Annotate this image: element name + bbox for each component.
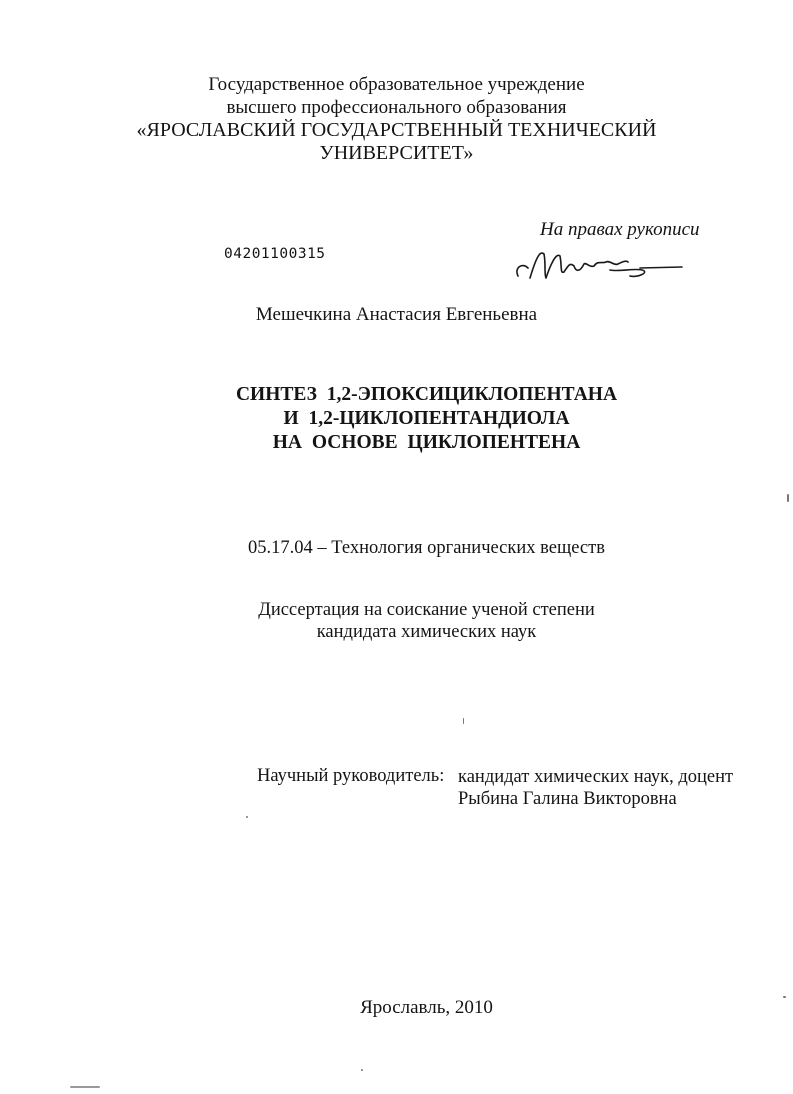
scan-speck — [361, 1069, 363, 1071]
author-name: Мешечкина Анастасия Евгеньевна — [255, 304, 538, 325]
institution-line-3: «ЯРОСЛАВСКИЙ ГОСУДАРСТВЕННЫЙ ТЕХНИЧЕСКИЙ — [136, 119, 657, 141]
scan-speck — [70, 1086, 100, 1088]
institution-line-2: высшего профессионального образования — [226, 97, 567, 118]
scan-speck — [783, 996, 786, 998]
manuscript-note: На правах рукописи — [540, 219, 700, 240]
scan-speck — [246, 816, 248, 818]
specialty-code: 05.17.04 – Технология органических веществ — [248, 538, 605, 558]
title-line-3: НА ОСНОВЕ ЦИКЛОПЕНТЕНА — [272, 432, 581, 453]
scan-speck — [787, 494, 789, 502]
handwritten-signature — [510, 238, 690, 286]
institution-line-1: Государственное образовательное учреждение — [208, 74, 585, 95]
degree-line-2: кандидата химических наук — [316, 622, 537, 642]
title-line-2: И 1,2-ЦИКЛОПЕНТАНДИОЛА — [283, 408, 570, 429]
degree-line-1: Диссертация на соискание ученой степени — [258, 600, 595, 620]
supervisor-label: Научный руководитель: — [257, 766, 445, 786]
scan-speck — [463, 718, 464, 724]
degree-statement — [0, 599, 793, 643]
title-line-1: СИНТЕЗ 1,2-ЭПОКСИЦИКЛОПЕНТАНА — [235, 384, 618, 405]
institution-header — [0, 73, 793, 165]
institution-line-4: УНИВЕРСИТЕТ» — [319, 142, 474, 164]
registration-number: 04201100315 — [224, 246, 326, 262]
dissertation-title — [0, 383, 793, 455]
supervisor-name: Рыбина Галина Викторовна — [458, 789, 677, 809]
supervisor-info — [458, 766, 733, 810]
city-year: Ярославль, 2010 — [360, 997, 493, 1018]
supervisor-credentials: кандидат химических наук, доцент — [458, 767, 734, 787]
